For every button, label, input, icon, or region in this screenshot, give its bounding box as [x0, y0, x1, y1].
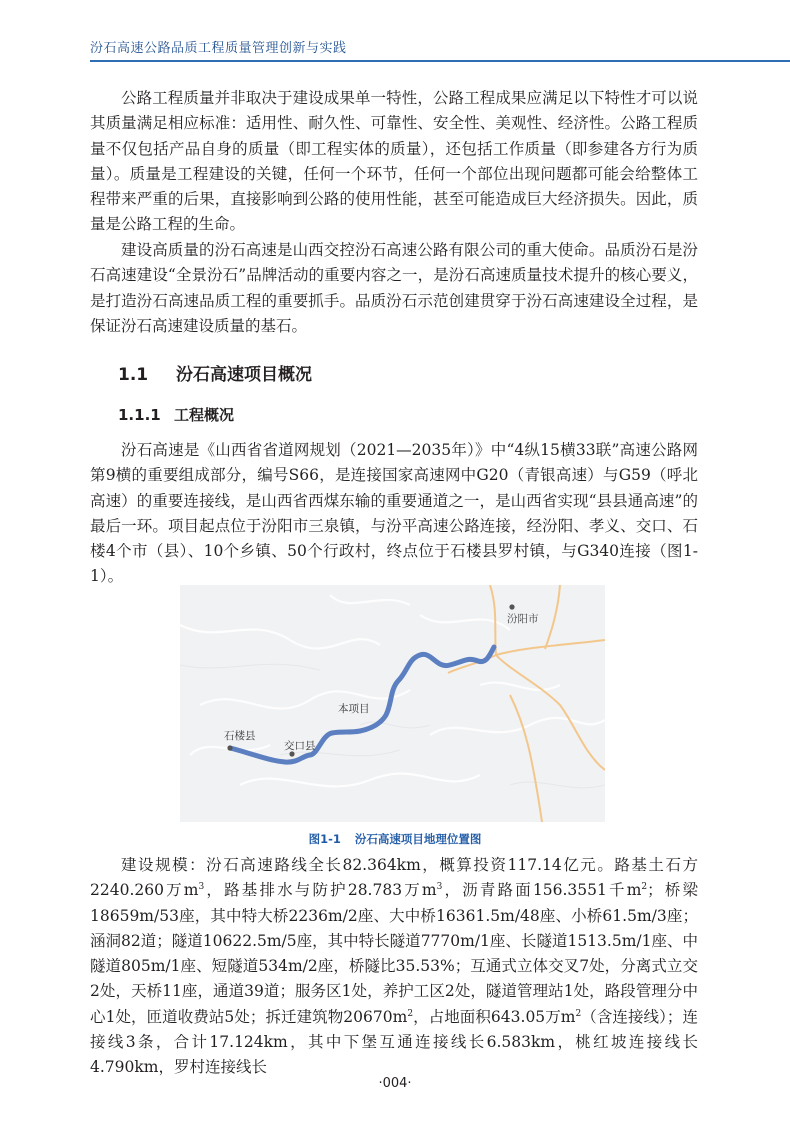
- paragraph-quality-definition: 公路工程质量并非取决于建设成果单一特性，公路工程成果应满足以下特性才可以说其质量满足相应标准：适用性、耐久性、可靠性、安全性、美观性、经济性。公路工程质量不仅包括产品自身的质量（即工程实体的质量），还包括工作质量（即参建各方行为质量）。质量是工程建设的关键，任何一个环节，任何一个部位出现问题都可能会给整体工程带来严重的后果，直接影响到公路的使用性能，甚至可能造成巨大经济损失。因此，质量是公路工程的生命。: [90, 89, 698, 234]
- map-label-shilou: 石楼县: [224, 730, 256, 742]
- scale-text-2: ，路基排水与防护28.783万m: [204, 881, 437, 900]
- superscript-3: 3: [198, 882, 205, 893]
- superscript-2: 2: [641, 882, 648, 893]
- figure-caption-text: 汾石高速项目地理位置图: [354, 832, 482, 846]
- subsection-number: 1.1.1: [118, 406, 161, 424]
- superscript-3: 3: [436, 882, 443, 893]
- section-number: 1.1: [118, 365, 149, 385]
- superscript-2: 2: [575, 1008, 582, 1019]
- figure-caption: [0, 831, 790, 847]
- shilou-marker: [227, 745, 232, 750]
- jiaokou-marker: [289, 751, 294, 756]
- fenyang-marker: [509, 604, 514, 609]
- section-heading: [118, 360, 312, 385]
- paragraph-project-overview: 汾石高速是《山西省省道网规划（2021—2035年）》中“4纵15横33联”高速公路网第9横的重要组成部分，编号S66，是连接国家高速网中G20（青银高速）与G59（呼北高速）的重要连接线，是山西省西煤东输的重要通道之一，是山西省实现“县县通高速”的最后一环。项目起点位于汾阳市三泉镇，与汾平高速公路连接，经汾阳、孝义、交口、石楼4个市（县）、10个乡镇、50个行政村，终点位于石楼县罗村镇，与G340连接（图1-1）。: [90, 441, 698, 586]
- scale-text-3: ，沥青路面156.3551千m: [442, 881, 642, 900]
- scale-text-6: （含连接线）；连接线3条，合计17.124km，其中下堡互通连接线长6.583km，桃红坡连接线长4.790km，罗村连接线长: [90, 1007, 698, 1077]
- scale-text-1: 建设规模：汾石高速路线全长82.364km，概算投资117.14亿元。路基土石方2240.260万m: [90, 856, 698, 900]
- paragraph-quality-mission: 建设高质量的汾石高速是山西交控汾石高速公路有限公司的重大使命。品质汾石是汾石高速建设“全景汾石”品牌活动的重要内容之一，是汾石高速质量技术提升的核心要义，是打造汾石高速品质工程的重要抓手。品质汾石示范创建贯穿于汾石高速建设全过程，是保证汾石高速建设质量的基石。: [90, 241, 698, 335]
- map-label-project: 本项目: [338, 703, 370, 715]
- running-header: 汾石高速公路品质工程质量管理创新与实践: [90, 41, 347, 56]
- project-location-map: [180, 585, 605, 822]
- superscript-2: 2: [407, 1008, 414, 1019]
- scale-text-5: ，占地面积643.05万m: [413, 1007, 576, 1026]
- map-label-jiaokou: 交口县: [284, 740, 316, 752]
- section-title: 汾石高速项目概况: [176, 365, 312, 385]
- paragraph-construction-scale: [90, 853, 698, 1081]
- map-label-fenyang: 汾阳市: [507, 613, 539, 625]
- page-number: ·004·: [378, 1076, 412, 1091]
- header-rule: [90, 60, 790, 62]
- scale-text-4: ；桥梁18659m/53座，其中特大桥2236m/2座、大中桥16361.5m/48座、小桥61.5m/3座；涵洞82道；隧道10622.5m/5座，其中特长隧道7770m/1座、长隧道1513.5m/1座、中隧道805m/1座、短隧道534m/2座，桥隧比35.53%；互通式立体交叉7处，分离式立交2处，天桥11座，通道39道；服务区1处，养护工区2处，隧道管理站1处，路段管理分中心1处，匝道收费站5处；拆迁建筑物20670m: [90, 881, 699, 1026]
- subsection-heading: [118, 404, 234, 425]
- figure-number: 图1-1: [308, 832, 341, 846]
- subsection-title: 工程概况: [174, 406, 235, 424]
